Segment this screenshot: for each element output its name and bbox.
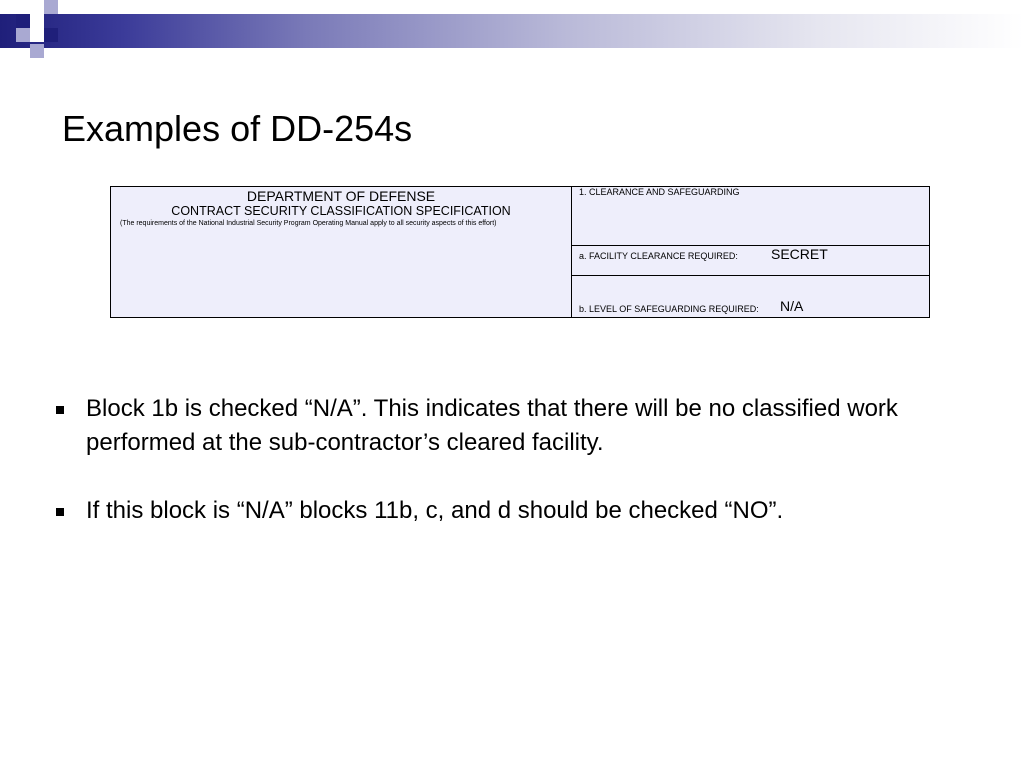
bullet-text: If this block is “N/A” blocks 11b, c, and d should be checked “NO”. xyxy=(86,497,784,524)
square-bullet-icon xyxy=(56,406,64,414)
block-1b-value: N/A xyxy=(780,298,804,314)
block-1b-label: b. LEVEL OF SAFEGUARDING REQUIRED: xyxy=(579,304,759,314)
dd254-form-excerpt xyxy=(110,186,930,318)
bullet-item xyxy=(56,392,1006,460)
clearance-block xyxy=(572,187,929,317)
decor-square-lavender xyxy=(44,0,58,14)
decor-square-navy xyxy=(44,28,58,42)
block-1a xyxy=(572,246,929,276)
bullet-text: Block 1b is checked “N/A”. This indicates that there will be no classified work performed at the sub-contractor’s cleared facility. xyxy=(86,395,898,456)
block-1b xyxy=(572,276,929,317)
block-1-label: 1. CLEARANCE AND SAFEGUARDING xyxy=(579,187,740,197)
decor-square-white xyxy=(30,28,44,42)
decor-square-lavender xyxy=(30,44,44,58)
decor-square-white xyxy=(30,14,44,28)
header-banner xyxy=(0,14,1024,48)
block-1a-label: a. FACILITY CLEARANCE REQUIRED: xyxy=(579,251,738,261)
decor-square-navy xyxy=(16,14,30,28)
slide-title: Examples of DD-254s xyxy=(62,108,413,149)
bullet-list xyxy=(56,392,1006,562)
bullet-item xyxy=(56,494,1006,528)
block-1 xyxy=(572,187,929,246)
block-1a-value: SECRET xyxy=(771,246,828,262)
spec-heading: CONTRACT SECURITY CLASSIFICATION SPECIFICATION xyxy=(171,204,511,218)
department-heading: DEPARTMENT OF DEFENSE xyxy=(246,188,436,204)
decor-square-lavender xyxy=(16,28,30,42)
form-header-block xyxy=(111,187,572,317)
requirements-note: (The requirements of the National Industrial Security Program Operating Manual apply to all security aspects of this effort) xyxy=(120,220,497,227)
square-bullet-icon xyxy=(56,508,64,516)
decor-square-white xyxy=(58,0,72,14)
